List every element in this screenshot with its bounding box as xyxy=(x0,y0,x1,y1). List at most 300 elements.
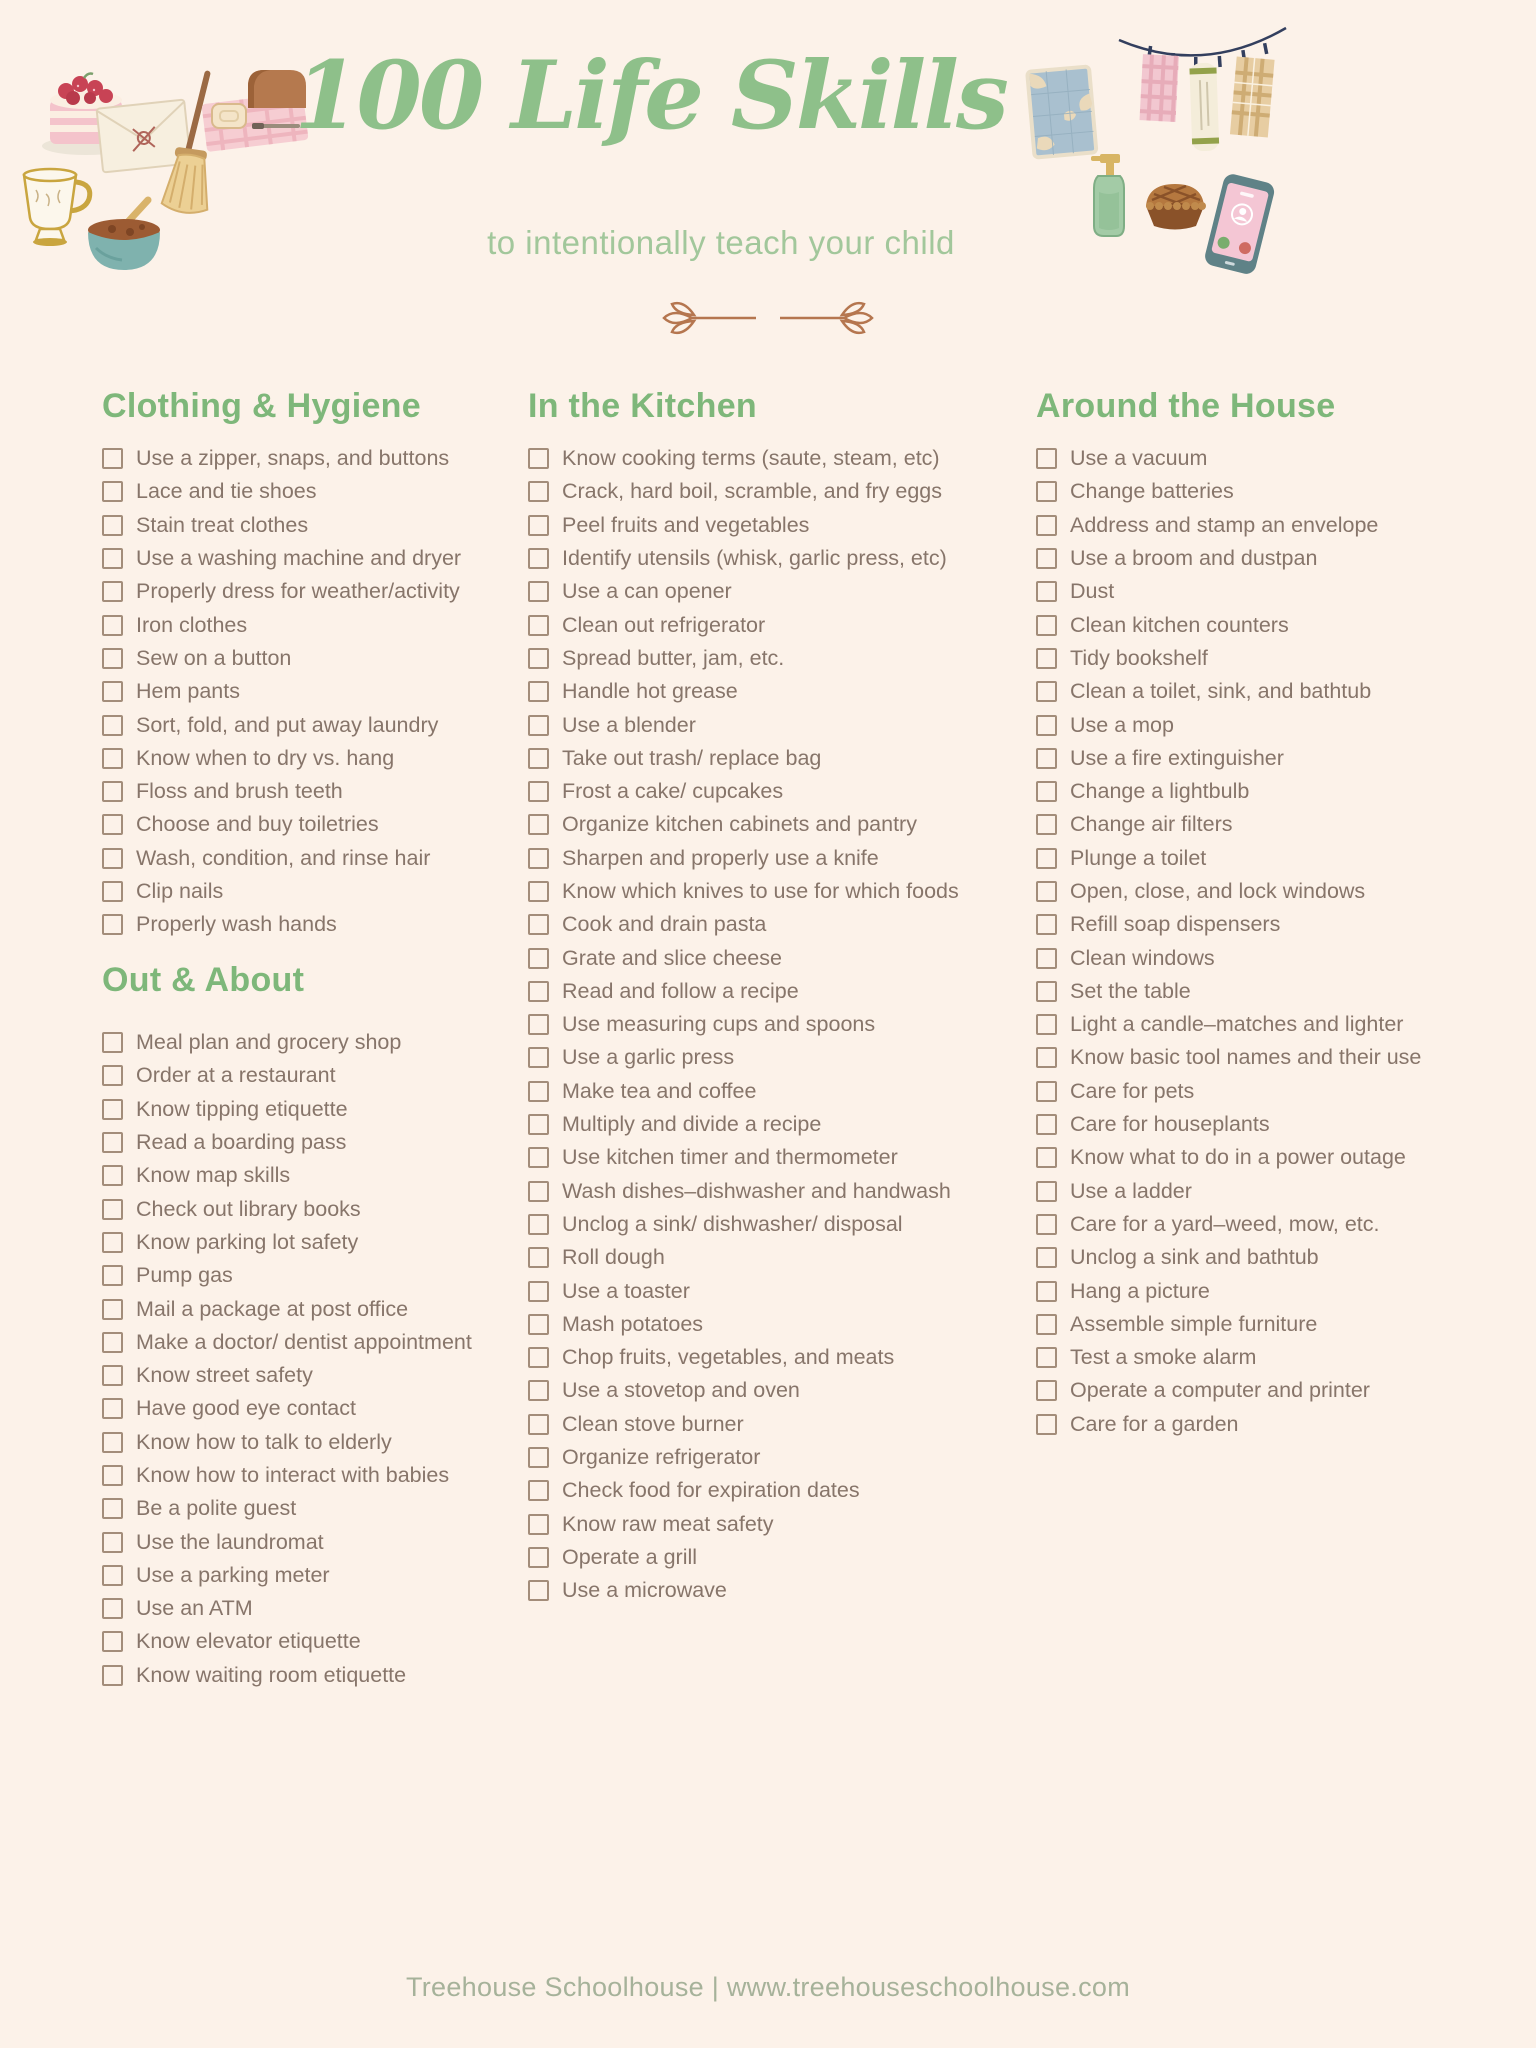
checkbox[interactable] xyxy=(102,848,123,869)
checklist-item-label: Wash dishes–dishwasher and handwash xyxy=(562,1178,951,1203)
checkbox[interactable] xyxy=(528,1147,549,1168)
checklist-item xyxy=(102,1659,552,1692)
checkbox[interactable] xyxy=(528,681,549,702)
checklist-item xyxy=(528,775,1028,808)
checklist-item-label: Clip nails xyxy=(136,879,224,903)
checklist-item-label: Identify utensils (whisk, garlic press, etc) xyxy=(562,546,947,571)
checkbox[interactable] xyxy=(528,1214,549,1235)
checklist-item xyxy=(1036,608,1506,641)
checklist-item-label: Choose and buy toiletries xyxy=(136,812,379,837)
checklist-item xyxy=(1036,975,1506,1008)
checklist-item-label: Properly wash hands xyxy=(136,912,337,937)
checklist-item xyxy=(528,908,1028,941)
checkbox[interactable] xyxy=(102,914,123,935)
checkbox[interactable] xyxy=(528,1114,549,1135)
checklist-item-label: Be a polite guest xyxy=(136,1496,297,1521)
checklist-item-label: Clean windows xyxy=(1070,945,1215,970)
checklist-item-label: Unclog a sink/ dishwasher/ disposal xyxy=(562,1211,903,1236)
checkbox[interactable] xyxy=(102,1265,123,1286)
leaf-divider-ornament xyxy=(0,298,1536,338)
checklist-item xyxy=(102,1093,552,1126)
checklist-item-label: Frost a cake/ cupcakes xyxy=(562,779,784,804)
checkbox[interactable] xyxy=(102,814,123,835)
checkbox[interactable] xyxy=(102,881,123,902)
checklist-item xyxy=(1036,1308,1506,1341)
checklist-item-label: Check food for expiration dates xyxy=(562,1478,860,1503)
checklist-item-label: Roll dough xyxy=(562,1245,665,1270)
checklist-item xyxy=(102,442,542,475)
checklist-item xyxy=(1036,1108,1506,1141)
checklist-item xyxy=(528,1175,1028,1208)
checkbox[interactable] xyxy=(102,1498,123,1519)
checkbox[interactable] xyxy=(1036,781,1057,802)
checkbox[interactable] xyxy=(102,1032,123,1053)
checkbox[interactable] xyxy=(1036,1247,1057,1268)
checklist-item-label: Mash potatoes xyxy=(562,1311,704,1336)
checkbox[interactable] xyxy=(528,1347,549,1368)
checklist-item xyxy=(102,742,542,775)
checkbox[interactable] xyxy=(528,1447,549,1468)
checklist-item xyxy=(1036,1175,1506,1208)
checklist-item xyxy=(528,1374,1028,1407)
checkbox[interactable] xyxy=(528,1247,549,1268)
checklist-item xyxy=(102,1392,552,1425)
checkbox[interactable] xyxy=(1036,615,1057,636)
checkbox[interactable] xyxy=(102,1665,123,1686)
checklist-item xyxy=(528,941,1028,974)
checkbox[interactable] xyxy=(102,1099,123,1120)
checklist-item xyxy=(1036,1374,1506,1407)
checklist-item-label: Tidy bookshelf xyxy=(1070,645,1208,670)
checklist-item-label: Know what to do in a power outage xyxy=(1070,1145,1406,1170)
checklist-clothing-hygiene xyxy=(102,442,542,941)
checklist-item-label: Peel fruits and vegetables xyxy=(562,512,810,537)
checkbox[interactable] xyxy=(1036,581,1057,602)
checklist-item-label: Plunge a toilet xyxy=(1070,845,1207,870)
checklist-item xyxy=(1036,1141,1506,1174)
checklist-item xyxy=(528,1508,1028,1541)
checkbox[interactable] xyxy=(528,1547,549,1568)
checkbox[interactable] xyxy=(528,715,549,736)
checklist-item-label: Change air filters xyxy=(1070,812,1233,837)
checklist-item xyxy=(1036,542,1506,575)
section-clothing-hygiene xyxy=(102,386,542,941)
checklist-around-the-house xyxy=(1036,442,1506,1441)
checklist-item-label: Dust xyxy=(1070,579,1115,604)
checklist-item-label: Care for pets xyxy=(1070,1078,1195,1103)
checklist-item-label: Use an ATM xyxy=(136,1596,253,1621)
checklist-item xyxy=(102,475,542,508)
section-title-around-the-house: Around the House xyxy=(1036,387,1336,425)
checklist-item xyxy=(102,908,542,941)
checklist-item-label: Operate a computer and printer xyxy=(1070,1378,1370,1403)
checklist-item xyxy=(1036,742,1506,775)
checkbox[interactable] xyxy=(528,1414,549,1435)
checkbox[interactable] xyxy=(1036,1014,1057,1035)
checklist-item xyxy=(528,475,1028,508)
checkbox[interactable] xyxy=(1036,1414,1057,1435)
checklist-item-label: Clean a toilet, sink, and bathtub xyxy=(1070,679,1372,704)
checklist-item-label: Sort, fold, and put away laundry xyxy=(136,712,439,737)
checklist-item-label: Care for a garden xyxy=(1070,1411,1239,1436)
checkbox[interactable] xyxy=(102,1465,123,1486)
checkbox[interactable] xyxy=(102,781,123,802)
checkbox[interactable] xyxy=(102,1532,123,1553)
checklist-item-label: Check out library books xyxy=(136,1196,361,1221)
checkbox[interactable] xyxy=(102,515,123,536)
checkbox[interactable] xyxy=(1036,481,1057,502)
checklist-item xyxy=(528,1274,1028,1307)
checklist-item-label: Use a garlic press xyxy=(562,1045,735,1070)
checkbox[interactable] xyxy=(102,1165,123,1186)
checkbox[interactable] xyxy=(1036,1214,1057,1235)
checklist-item xyxy=(102,1525,552,1558)
checklist-item xyxy=(1036,1075,1506,1108)
checklist-item xyxy=(528,575,1028,608)
checklist-item-label: Wash, condition, and rinse hair xyxy=(136,845,431,870)
checklist-item-label: Know cooking terms (saute, steam, etc) xyxy=(562,446,940,471)
checklist-item-label: Lace and tie shoes xyxy=(136,479,317,504)
checkbox[interactable] xyxy=(102,1565,123,1586)
checklist-item xyxy=(1036,1008,1506,1041)
checkbox[interactable] xyxy=(1036,914,1057,935)
checklist-item xyxy=(102,775,542,808)
checkbox[interactable] xyxy=(1036,1147,1057,1168)
checklist-item-label: Clean stove burner xyxy=(562,1411,744,1436)
checklist-item xyxy=(102,675,542,708)
checklist-item xyxy=(528,1208,1028,1241)
checklist-item xyxy=(528,542,1028,575)
checklist-item-label: Multiply and divide a recipe xyxy=(562,1112,822,1137)
checkbox[interactable] xyxy=(1036,848,1057,869)
checklist-item-label: Take out trash/ replace bag xyxy=(562,745,822,770)
checklist-item xyxy=(1036,708,1506,741)
checkbox[interactable] xyxy=(528,1314,549,1335)
checklist-item-label: Use a broom and dustpan xyxy=(1070,546,1318,571)
checkbox[interactable] xyxy=(528,1047,549,1068)
checklist-item-label: Know how to interact with babies xyxy=(136,1463,450,1487)
checklist-item-label: Change batteries xyxy=(1070,479,1234,504)
checkbox[interactable] xyxy=(102,615,123,636)
checklist-item xyxy=(528,975,1028,1008)
checkbox[interactable] xyxy=(528,548,549,569)
checklist-item-label: Read and follow a recipe xyxy=(562,978,799,1003)
checklist-item-label: Know map skills xyxy=(136,1163,291,1188)
checklist-item-label: Spread butter, jam, etc. xyxy=(562,645,785,670)
checklist-item xyxy=(528,1541,1028,1574)
checklist-item xyxy=(1036,442,1506,475)
checklist-item-label: Refill soap dispensers xyxy=(1070,912,1281,937)
checklist-item-label: Crack, hard boil, scramble, and fry eggs xyxy=(562,479,942,504)
checkbox[interactable] xyxy=(102,681,123,702)
checklist-item-label: Hem pants xyxy=(136,679,240,704)
checkbox[interactable] xyxy=(102,448,123,469)
checkbox[interactable] xyxy=(102,548,123,569)
checklist-item xyxy=(528,1141,1028,1174)
checklist-item-label: Unclog a sink and bathtub xyxy=(1070,1245,1319,1270)
checklist-item-label: Make tea and coffee xyxy=(562,1078,757,1103)
checklist-item-label: Chop fruits, vegetables, and meats xyxy=(562,1345,895,1370)
checkbox[interactable] xyxy=(1036,515,1057,536)
checklist-item-label: Pump gas xyxy=(136,1263,233,1288)
checklist-item xyxy=(528,875,1028,908)
checkbox[interactable] xyxy=(528,1281,549,1302)
checklist-item xyxy=(528,742,1028,775)
checklist-item xyxy=(528,1108,1028,1141)
checklist-item-label: Read a boarding pass xyxy=(136,1130,347,1155)
checklist-item xyxy=(528,509,1028,542)
checkbox[interactable] xyxy=(1036,1081,1057,1102)
checklist-item xyxy=(528,1441,1028,1474)
checkbox[interactable] xyxy=(102,1398,123,1419)
checklist-item xyxy=(528,842,1028,875)
checklist-item xyxy=(528,1041,1028,1074)
checkbox[interactable] xyxy=(1036,1314,1057,1335)
checklist-item-label: Know street safety xyxy=(136,1363,313,1388)
checklist-item-label: Know raw meat safety xyxy=(562,1511,774,1536)
checkbox[interactable] xyxy=(1036,1114,1057,1135)
checklist-item-label: Set the table xyxy=(1070,978,1191,1003)
checklist-item xyxy=(102,1259,552,1292)
checkbox[interactable] xyxy=(1036,681,1057,702)
checklist-item xyxy=(1036,642,1506,675)
checklist-item xyxy=(102,608,542,641)
section-title-in-the-kitchen: In the Kitchen xyxy=(528,387,757,425)
checklist-item xyxy=(528,642,1028,675)
checklist-item-label: Care for houseplants xyxy=(1070,1112,1270,1137)
checkbox[interactable] xyxy=(528,981,549,1002)
checklist-item xyxy=(102,1126,552,1159)
checklist-item-label: Assemble simple furniture xyxy=(1070,1311,1318,1336)
checklist-item xyxy=(1036,1208,1506,1241)
checkbox[interactable] xyxy=(1036,1181,1057,1202)
checklist-item-label: Meal plan and grocery shop xyxy=(136,1030,402,1055)
checklist-item-label: Know how to talk to elderly xyxy=(136,1429,392,1454)
checkbox[interactable] xyxy=(102,1432,123,1453)
checklist-item-label: Use a ladder xyxy=(1070,1178,1192,1203)
checklist-item-label: Know which knives to use for which foods xyxy=(562,879,959,903)
checkbox[interactable] xyxy=(528,1480,549,1501)
checklist-item-label: Use a microwave xyxy=(562,1578,727,1603)
checklist-item xyxy=(1036,775,1506,808)
checkbox[interactable] xyxy=(528,1514,549,1535)
checklist-item-label: Light a candle–matches and lighter xyxy=(1070,1012,1404,1037)
checkbox[interactable] xyxy=(1036,448,1057,469)
checkbox[interactable] xyxy=(1036,948,1057,969)
checkbox[interactable] xyxy=(528,448,549,469)
checkbox[interactable] xyxy=(528,1580,549,1601)
checklist-item xyxy=(1036,808,1506,841)
section-out-about xyxy=(102,960,552,1692)
checklist-item-label: Use a stovetop and oven xyxy=(562,1378,800,1403)
checkbox[interactable] xyxy=(528,581,549,602)
page-title: 100 Life Skills xyxy=(294,41,1006,151)
checkbox[interactable] xyxy=(102,1332,123,1353)
checklist-item-label: Use a toaster xyxy=(562,1278,690,1303)
checkbox[interactable] xyxy=(1036,648,1057,669)
checklist-item-label: Use a fire extinguisher xyxy=(1070,745,1284,770)
checklist-item-label: Have good eye contact xyxy=(136,1396,356,1421)
checklist-item-label: Grate and slice cheese xyxy=(562,945,782,970)
checklist-item-label: Floss and brush teeth xyxy=(136,779,343,804)
checkbox[interactable] xyxy=(528,948,549,969)
checklist-item xyxy=(102,1559,552,1592)
checklist-item-label: Hang a picture xyxy=(1070,1278,1210,1303)
checklist-out-about xyxy=(102,1026,552,1692)
checklist-item xyxy=(528,1574,1028,1607)
checklist-item xyxy=(102,542,542,575)
checklist-item xyxy=(102,1226,552,1259)
checklist-item-label: Address and stamp an envelope xyxy=(1070,512,1379,537)
checklist-item-label: Open, close, and lock windows xyxy=(1070,879,1366,903)
checklist-item xyxy=(102,509,542,542)
checklist-item-label: Use a blender xyxy=(562,712,696,737)
checklist-item-label: Know basic tool names and their use xyxy=(1070,1045,1422,1070)
checkbox[interactable] xyxy=(528,615,549,636)
checkbox[interactable] xyxy=(528,1181,549,1202)
checkbox[interactable] xyxy=(528,1380,549,1401)
checklist-item xyxy=(102,1592,552,1625)
checklist-item xyxy=(102,808,542,841)
checklist-item xyxy=(1036,908,1506,941)
checklist-item-label: Use the laundromat xyxy=(136,1529,324,1554)
checklist-item-label: Test a smoke alarm xyxy=(1070,1345,1257,1370)
checklist-item xyxy=(102,1492,552,1525)
checklist-item-label: Know parking lot safety xyxy=(136,1229,359,1254)
checkbox[interactable] xyxy=(528,781,549,802)
checkbox[interactable] xyxy=(1036,748,1057,769)
checklist-item xyxy=(1036,1341,1506,1374)
checklist-item xyxy=(1036,475,1506,508)
checkbox[interactable] xyxy=(1036,1380,1057,1401)
checkbox[interactable] xyxy=(102,1365,123,1386)
checkbox[interactable] xyxy=(1036,881,1057,902)
checklist-item xyxy=(102,1326,552,1359)
checklist-item xyxy=(102,1459,552,1492)
checkbox[interactable] xyxy=(102,1598,123,1619)
checkbox[interactable] xyxy=(102,1631,123,1652)
checkbox[interactable] xyxy=(528,1014,549,1035)
checkbox[interactable] xyxy=(102,1132,123,1153)
checkbox[interactable] xyxy=(102,648,123,669)
footer-credit: Treehouse Schoolhouse | www.treehouseschoolhouse.com xyxy=(405,1972,1131,2002)
checklist-item xyxy=(1036,1408,1506,1441)
checklist-item-label: Know waiting room etiquette xyxy=(136,1662,407,1687)
checklist-item-label: Sharpen and properly use a knife xyxy=(562,845,879,870)
checkbox[interactable] xyxy=(1036,1347,1057,1368)
checkbox[interactable] xyxy=(528,914,549,935)
checklist-item xyxy=(102,1359,552,1392)
checklist-item xyxy=(102,1625,552,1658)
checkbox[interactable] xyxy=(528,481,549,502)
checkbox[interactable] xyxy=(528,1081,549,1102)
checklist-item xyxy=(102,1426,552,1459)
checklist-item-label: Use kitchen timer and thermometer xyxy=(562,1145,898,1170)
checkbox[interactable] xyxy=(528,515,549,536)
checklist-item xyxy=(1036,575,1506,608)
checkbox[interactable] xyxy=(102,1065,123,1086)
checklist-item xyxy=(528,1308,1028,1341)
checklist-item xyxy=(102,642,542,675)
checklist-item xyxy=(528,1408,1028,1441)
checkbox[interactable] xyxy=(102,481,123,502)
checklist-item-label: Make a doctor/ dentist appointment xyxy=(136,1329,472,1354)
checklist-item xyxy=(1036,1041,1506,1074)
checkbox[interactable] xyxy=(102,748,123,769)
checklist-item-label: Use a washing machine and dryer xyxy=(136,546,462,571)
checkbox[interactable] xyxy=(102,715,123,736)
checklist-item-label: Cook and drain pasta xyxy=(562,912,767,937)
checkbox[interactable] xyxy=(1036,981,1057,1002)
checkbox[interactable] xyxy=(1036,814,1057,835)
checkbox[interactable] xyxy=(528,881,549,902)
page-subtitle: to intentionally teach your child xyxy=(487,224,955,261)
checklist-item xyxy=(528,1075,1028,1108)
checklist-item xyxy=(1036,509,1506,542)
checklist-item-label: Use a zipper, snaps, and buttons xyxy=(136,446,450,471)
checklist-item xyxy=(102,575,542,608)
checklist-item xyxy=(102,1192,552,1225)
checklist-item xyxy=(102,1026,552,1059)
checklist-item xyxy=(1036,842,1506,875)
checklist-item-label: Iron clothes xyxy=(136,612,248,637)
checklist-item-label: Use a can opener xyxy=(562,579,732,604)
checklist-item-label: Know when to dry vs. hang xyxy=(136,745,395,770)
checklist-item-label: Sew on a button xyxy=(136,645,292,670)
checklist-item-label: Handle hot grease xyxy=(562,679,738,704)
section-around-the-house xyxy=(1036,386,1506,1441)
checkbox[interactable] xyxy=(528,814,549,835)
checklist-item xyxy=(528,808,1028,841)
checkbox[interactable] xyxy=(1036,548,1057,569)
checkbox[interactable] xyxy=(102,1299,123,1320)
checklist-item-label: Stain treat clothes xyxy=(136,512,309,537)
checklist-item xyxy=(102,1059,552,1092)
section-title-out-about: Out & About xyxy=(102,961,305,999)
checklist-item xyxy=(1036,675,1506,708)
checklist-item xyxy=(528,1341,1028,1374)
checklist-item xyxy=(1036,941,1506,974)
checklist-item-label: Change a lightbulb xyxy=(1070,779,1250,804)
checklist-item xyxy=(528,1241,1028,1274)
checkbox[interactable] xyxy=(528,848,549,869)
checkbox[interactable] xyxy=(1036,715,1057,736)
checklist-item-label: Use a vacuum xyxy=(1070,446,1208,471)
checklist-item xyxy=(102,708,542,741)
checkbox[interactable] xyxy=(102,1232,123,1253)
checklist-item-label: Know tipping etiquette xyxy=(136,1096,348,1121)
checklist-item-label: Care for a yard–weed, mow, etc. xyxy=(1070,1211,1380,1236)
section-in-the-kitchen xyxy=(528,386,1028,1607)
checklist-item xyxy=(528,1008,1028,1041)
checkbox[interactable] xyxy=(102,1199,123,1220)
checklist-item-label: Clean out refrigerator xyxy=(562,612,766,637)
checklist-item-label: Mail a package at post office xyxy=(136,1296,409,1321)
section-title-clothing-hygiene: Clothing & Hygiene xyxy=(102,387,421,425)
checklist-item xyxy=(1036,875,1506,908)
checkbox[interactable] xyxy=(102,581,123,602)
checkbox[interactable] xyxy=(1036,1281,1057,1302)
checklist-item-label: Order at a restaurant xyxy=(136,1063,336,1088)
checklist-item xyxy=(102,875,542,908)
checkbox[interactable] xyxy=(528,648,549,669)
checklist-item xyxy=(102,1159,552,1192)
checklist-item-label: Know elevator etiquette xyxy=(136,1629,361,1654)
checkbox[interactable] xyxy=(528,748,549,769)
checkbox[interactable] xyxy=(1036,1047,1057,1068)
checklist-item xyxy=(528,708,1028,741)
checklist-item-label: Use a parking meter xyxy=(136,1562,330,1587)
